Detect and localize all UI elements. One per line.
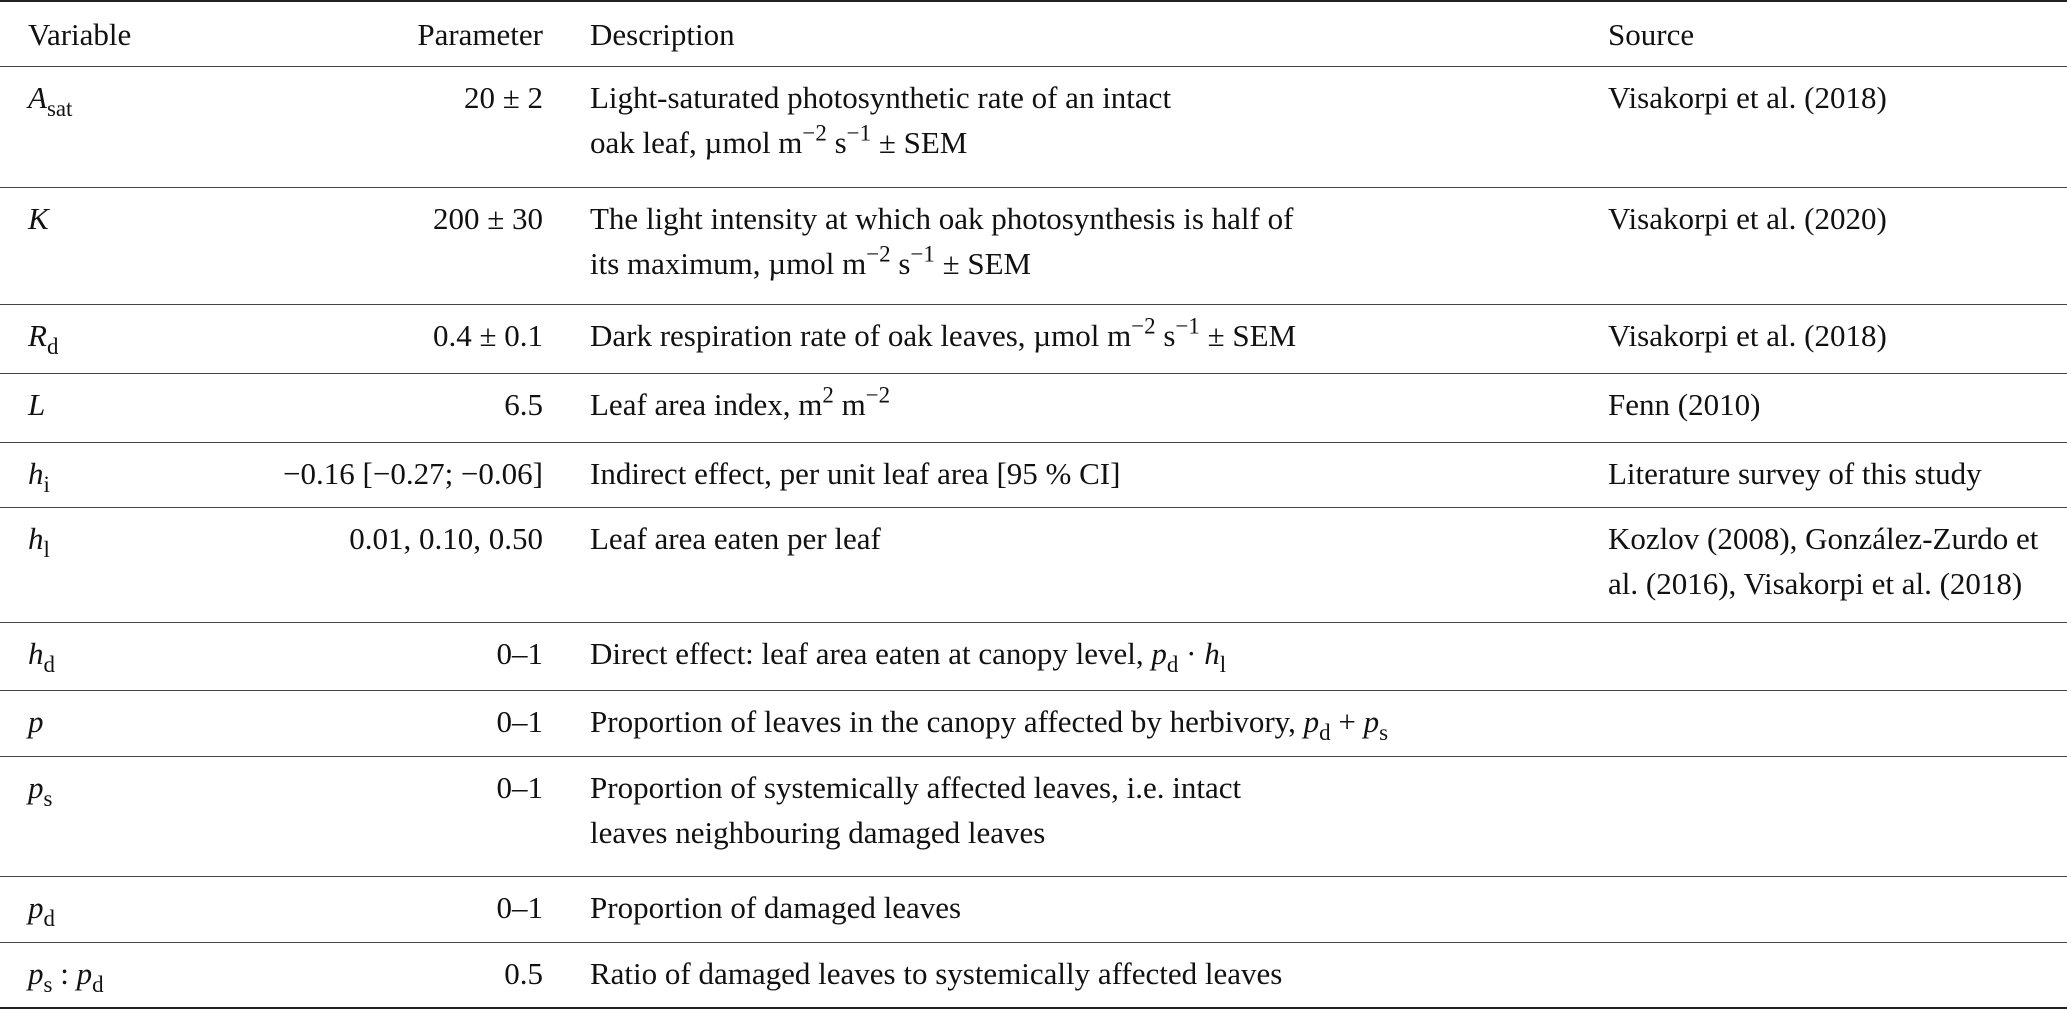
unit-exponent: 2 (822, 381, 834, 407)
table-row (0, 622, 2067, 690)
variable-cell (0, 507, 203, 622)
parameter-cell: 0–1 (203, 690, 543, 756)
variable-symbol: A (28, 79, 47, 115)
variable-cell (0, 66, 203, 187)
description-cell: Leaf area eaten per leaf (543, 507, 1608, 622)
parameter-cell: 0.01, 0.10, 0.50 (203, 507, 543, 622)
source-cell: Fenn (2010) (1608, 373, 2067, 442)
description-line (590, 241, 1608, 286)
math-subscript: d (1319, 719, 1331, 745)
variable-subscript: i (43, 471, 50, 497)
table-row (0, 304, 2067, 373)
description-cell (543, 304, 1608, 373)
parameter-cell: 0–1 (203, 876, 543, 942)
header-parameter: Parameter (203, 1, 543, 66)
variable-symbol: K (28, 200, 49, 236)
unit-exponent: −1 (1175, 312, 1200, 338)
variable-subscript: l (43, 536, 50, 562)
description-line (590, 120, 1608, 165)
unit-exponent: −2 (865, 381, 891, 407)
source-cell (1608, 507, 2067, 622)
header-row (0, 1, 2067, 66)
math-symbol: p (1151, 635, 1167, 671)
math-subscript: l (1219, 651, 1227, 677)
description-line: leaves neighbouring damaged leaves (590, 814, 1046, 850)
parameter-cell: −0.16 [−0.27; −0.06] (203, 442, 543, 507)
math-subscript: d (1166, 651, 1179, 677)
math-operator: · (1178, 635, 1205, 671)
description-text: oak leaf, µmol m (590, 124, 803, 160)
unit-text: s (890, 245, 911, 281)
math-symbol: p (1303, 703, 1320, 739)
variable-subscript: d (46, 333, 59, 359)
variable-symbol: R (28, 317, 47, 353)
description-text: its maximum, µmol m (590, 245, 867, 281)
variable-symbol: p (28, 889, 44, 925)
variable-symbol: p (28, 769, 44, 805)
unit-text: s (1155, 317, 1176, 353)
description-text: Proportion of leaves in the canopy affected by herbivory, (590, 703, 1304, 739)
variable-symbol: h (28, 455, 44, 491)
unit-exponent: −2 (802, 119, 827, 145)
source-cell (1608, 622, 2067, 690)
table-row (0, 756, 2067, 876)
description-text: Leaf area index, m (590, 386, 823, 422)
description-cell (543, 373, 1608, 442)
variable-cell (0, 756, 203, 876)
variable-symbol: p (28, 955, 44, 991)
table-row (0, 876, 2067, 942)
table-body (0, 66, 2067, 1008)
table-row (0, 442, 2067, 507)
unit-exponent: −2 (1131, 312, 1156, 338)
description-line: Proportion of systemically affected leaves, i.e. intact (590, 769, 1242, 805)
source-line: al. (2016), Visakorpi et al. (2018) (1608, 565, 2023, 601)
description-cell (543, 187, 1608, 304)
description-cell (543, 622, 1608, 690)
variable-cell (0, 942, 203, 1008)
unit-exponent: −1 (846, 119, 872, 145)
variable-cell (0, 442, 203, 507)
table-row (0, 66, 2067, 187)
description-cell: Ratio of damaged leaves to systemically affected leaves (543, 942, 1608, 1008)
parameter-cell: 20 ± 2 (203, 66, 543, 187)
table-header (0, 1, 2067, 66)
unit-exponent: −1 (910, 240, 935, 266)
parameter-cell: 0.5 (203, 942, 543, 1008)
unit-exponent: −2 (866, 240, 891, 266)
variable-subscript: d (92, 971, 104, 997)
description-text: ± SEM (1199, 317, 1297, 353)
math-subscript: s (1379, 719, 1389, 745)
source-cell (1608, 876, 2067, 942)
source-cell (1608, 690, 2067, 756)
variable-cell (0, 622, 203, 690)
header-variable: Variable (0, 1, 203, 66)
variable-cell (0, 876, 203, 942)
variable-subscript: d (43, 651, 55, 677)
description-cell: Indirect effect, per unit leaf area [95 % CI] (543, 442, 1608, 507)
description-cell: Proportion of damaged leaves (543, 876, 1608, 942)
parameter-cell: 6.5 (203, 373, 543, 442)
table-row (0, 373, 2067, 442)
header-description: Description (543, 1, 1608, 66)
unit-text: s (826, 124, 847, 160)
variable-subscript: d (43, 905, 55, 931)
table-row (0, 187, 2067, 304)
description-cell (543, 66, 1608, 187)
source-cell: Visakorpi et al. (2018) (1608, 304, 2067, 373)
source-cell: Visakorpi et al. (2020) (1608, 187, 2067, 304)
parameter-cell: 200 ± 30 (203, 187, 543, 304)
variable-cell (0, 690, 203, 756)
source-line: Kozlov (2008), González-Zurdo et (1608, 520, 2039, 556)
source-cell: Literature survey of this study (1608, 442, 2067, 507)
description-line: The light intensity at which oak photosynthesis is half of (590, 200, 1294, 236)
math-symbol: h (1204, 635, 1220, 671)
variable-cell (0, 187, 203, 304)
variable-symbol: h (28, 635, 44, 671)
variable-symbol: p (28, 703, 44, 739)
table-row (0, 690, 2067, 756)
description-text: ± SEM (871, 124, 968, 160)
parameter-cell: 0.4 ± 0.1 (203, 304, 543, 373)
header-source: Source (1608, 1, 2067, 66)
variable-symbol: h (28, 520, 44, 556)
description-text: ± SEM (934, 245, 1032, 281)
ratio-separator: : (52, 955, 77, 991)
source-cell (1608, 942, 2067, 1008)
description-text: Direct effect: leaf area eaten at canopy level, (590, 635, 1152, 671)
variable-subscript: sat (46, 95, 73, 121)
math-operator: + (1330, 703, 1364, 739)
variable-cell (0, 373, 203, 442)
parameter-cell: 0–1 (203, 756, 543, 876)
variable-subscript: s (43, 785, 53, 811)
variable-symbol: L (28, 386, 46, 422)
math-symbol: p (1363, 703, 1380, 739)
variable-symbol: p (76, 955, 93, 991)
parameter-cell: 0–1 (203, 622, 543, 690)
source-cell (1608, 756, 2067, 876)
source-cell: Visakorpi et al. (2018) (1608, 66, 2067, 187)
variable-cell (0, 304, 203, 373)
table-row (0, 942, 2067, 1008)
unit-text: m (833, 386, 866, 422)
description-cell (543, 690, 1608, 756)
variable-subscript: s (43, 971, 53, 997)
description-text: Dark respiration rate of oak leaves, µmol m (590, 317, 1132, 353)
description-cell (543, 756, 1608, 876)
description-line: Light-saturated photosynthetic rate of an intact (590, 79, 1172, 115)
table-row (0, 507, 2067, 622)
